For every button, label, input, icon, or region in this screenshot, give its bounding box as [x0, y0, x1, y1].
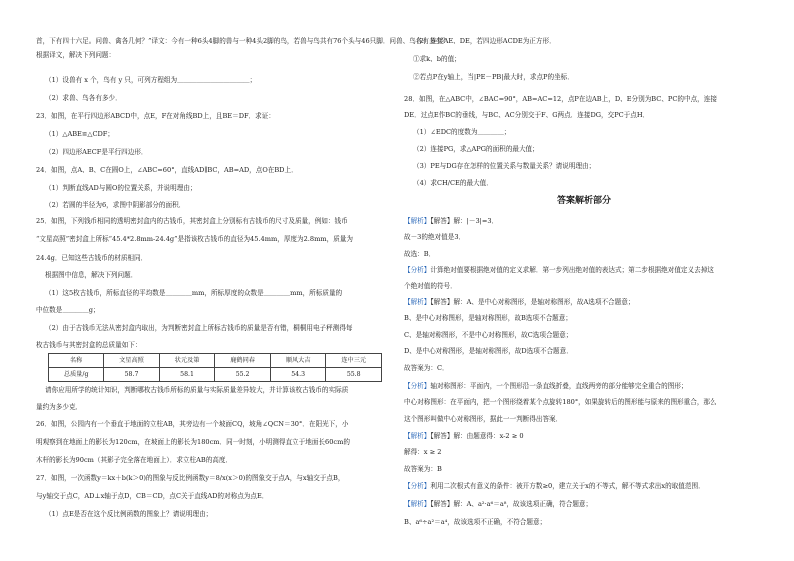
text-line: 请你应用所学的统计知识，判断哪枚古钱币所标的质量与实际质量差异较大，并计算该枚古钱币的实际质: [45, 386, 349, 394]
text-line: “文星高照”密封盒上所标“45.4*2.8mm-24.4g”是指该枚古钱币的直径为45.4mm，厚度为2.8mm，质量为: [36, 235, 353, 243]
answer-text: 【解答】解：A、a²·a⁶＝a⁸，故该选项正确，符合题意；: [430, 500, 593, 508]
answer-line: [404, 431, 764, 442]
table-cell: 鹿鹤同春: [215, 354, 271, 368]
answer-tag: 【解析】: [404, 298, 431, 306]
text-line: 木杆的影长为90cm（其影子完全落在地面上）．求立柱AB的高度．: [36, 456, 233, 464]
answer-section-title: 答案解析部分: [556, 196, 611, 206]
text-line: （1）这5枚古钱币，所标直径的平均数是＿＿＿＿mm，所标厚度的众数是＿＿＿＿mm，所标质量的: [45, 289, 343, 297]
text-line: （1）设兽有 x 个，鸟有 y 只，可列方程组为＿＿＿＿＿＿＿＿＿＿＿；: [45, 76, 257, 84]
answer-line: [404, 216, 764, 227]
text-line: 与y轴交于点C，AD⊥x轴于点D，CB＝CD，点C关于直线AD的对称点为点E．: [36, 492, 269, 500]
answer-line: [404, 281, 764, 292]
table-cell: 55.2: [215, 368, 271, 382]
answer-tag: 【分析】: [404, 482, 431, 490]
answer-line: [404, 265, 764, 276]
answer-line: [404, 381, 764, 392]
answer-text: 利用二次根式有意义的条件：被开方数≥0，建立关于x的不等式，解不等式求出x的取值范围．: [430, 482, 705, 490]
text-line: （2）若圆的半径为6，求图中阴影部分的面积．: [45, 201, 186, 209]
answer-line: [404, 249, 764, 260]
text-line: 根据译文，解决下列问题：: [36, 51, 116, 59]
text-line: （1）△ABE≌△CDF；: [45, 130, 114, 138]
table-cell: 58.7: [104, 368, 160, 382]
answer-text: B、是中心对称图形，是轴对称图形，故B选项不合题意；: [404, 314, 572, 322]
answer-text: 个绝对值的符号．: [404, 282, 457, 290]
text-line: （2）四边形AECF是平行四边形．: [45, 148, 148, 156]
text-line: （2）连接PG，求△APG的面积的最大值；: [413, 145, 539, 153]
answer-text: 中心对称图形：在平面内，把一个图形绕着某个点旋转180°，如果旋转后的图形能与原来的图形重合，那么: [404, 398, 717, 406]
answer-text: 【解答】解：A、是中心对称图形，是轴对称图形，故A选项不合题意；: [430, 298, 635, 306]
table-cell: 连中三元: [326, 354, 382, 368]
answer-text: C、是轴对称图形，不是中心对称图形，故C选项合题意；: [404, 331, 573, 339]
text-line: （4）求CH/CE的最大值．: [413, 179, 493, 187]
answer-tag: 【解析】: [404, 217, 431, 225]
answer-text: 故答案为：B: [404, 465, 442, 473]
text-line: （3）PE与DG存在怎样的位置关系与数量关系？请说明理由；: [413, 162, 596, 170]
answer-text: 故选：B．: [404, 250, 436, 258]
answer-line: [404, 330, 764, 341]
answer-line: [404, 363, 764, 374]
text-line: 中位数是＿＿＿＿g；: [36, 306, 100, 314]
text-line: （2）求兽、鸟各有多少．: [45, 94, 122, 102]
answer-text: 计算绝对值要根据绝对值的定义求解．第一步列出绝对值的表达式；第二步根据绝对值定义去掉这: [430, 266, 714, 274]
answer-text: 解得：x ≥ 2: [404, 448, 442, 456]
table-header-row: [49, 354, 382, 368]
answer-text: 这个图形叫做中心对称图形，据此一一判断得出答案．: [404, 415, 563, 423]
answer-line: [404, 517, 764, 528]
answer-text: 故答案为：C．: [404, 364, 449, 372]
answer-line: [404, 297, 764, 308]
text-line: 明观察到在地面上的影长为120cm，在坡面上的影长为180cm．同一时刻，小明测得直立于地面长60cm的: [36, 438, 350, 446]
text-line: 根据图中信息，解决下列问题．: [45, 271, 138, 279]
table-cell: 名称: [49, 354, 104, 368]
answer-tag: 【解析】: [404, 500, 431, 508]
question-28: 28．如图，在△ABC中，∠BAC=90°，AB=AC=12，点P在边AB上，D、E分别为BC、PC的中点，连接: [404, 95, 717, 103]
text-line: ①求k、b的值；: [413, 55, 461, 63]
answer-tag: 【解析】: [404, 432, 431, 440]
table-cell: 顺风大吉: [270, 354, 326, 368]
answer-tag: 【分析】: [404, 382, 431, 390]
text-line: （2）由于古钱币无法从密封盒内取出，为判断密封盒上所标古钱币的质量是否有错，桐桐用电子秤测得每: [45, 324, 353, 332]
text-line: ②若点P在y轴上，当|PE－PB|最大时，求点P的坐标．: [413, 73, 574, 81]
answer-text: 【解答】解：由题意得：x-2 ≥ 0: [430, 432, 524, 440]
table-cell: 58.1: [159, 368, 215, 382]
question-23: 23．如图，在平行四边形ABCD中，点E，F在对角线BD上，且BE＝DF．求证：: [36, 112, 275, 120]
text-line: （1）点E是否在这个反比例函数的图象上？请说明理由；: [45, 510, 213, 518]
answer-text: 故－3的绝对值是3．: [404, 233, 466, 241]
answer-line: [404, 313, 764, 324]
answer-line: [404, 464, 764, 475]
answer-text: D、是中心对称图形，是轴对称图形，故D选项不合题意．: [404, 347, 573, 355]
table-cell: 总质量/g: [49, 368, 104, 382]
answer-text: 轴对称图形：平面内，一个图形沿一条直线折叠，直线两旁的部分能够完全重合的图形；: [430, 382, 688, 390]
text-line: （2）连接AE、DE，若四边形ACDE为正方形．: [413, 37, 556, 45]
table-cell: 文星高照: [104, 354, 160, 368]
question-26: 26．如图，公园内有一个垂直于地面的立柱AB，其旁边有一个坡面CQ，坡角∠QCN＝30°．在阳光下，小: [36, 420, 349, 428]
answer-text: B、a⁶÷a²＝a⁴，故该选项不正确，不符合题意；: [404, 518, 547, 526]
answer-line: [404, 447, 764, 458]
question-25: 25．如图，下列钱币相同的透明密封盒内的古钱币，其密封盒上分别标有古钱币的尺寸及质量，例如：钱币: [36, 217, 348, 225]
text-line: （1）∠EDC的度数为＿＿＿＿；: [413, 128, 511, 136]
answer-tag: 【分析】: [404, 266, 431, 274]
table-row: [49, 368, 382, 382]
answer-text: 【解答】解：|－3|=3．: [430, 217, 499, 225]
text-line: 量约为多少克．: [36, 403, 83, 411]
answer-line: [404, 397, 764, 408]
question-24: 24．如图，点A、B、C在圆O上，∠ABC=60°，直线AD∥BC，AB=AD，点O在BD上．: [36, 166, 298, 174]
coin-mass-table: [48, 353, 382, 382]
table-cell: 55.8: [326, 368, 382, 382]
table-cell: 54.3: [270, 368, 326, 382]
answer-line: [404, 499, 764, 510]
text-line: DE．过点E作BC的垂线，与BC、AC分别交于F、G两点．连接DG，交PC于点H．: [404, 111, 650, 119]
text-line: 首，下有四十六足。问兽、禽各几何？”译文：今有一种6头4脚的兽与一种4头2脚的鸟，若兽与鸟共有76个头与46只脚．问兽、鸟各有多少？: [36, 37, 449, 45]
question-27: 27．如图，一次函数y＝kx＋b(k＞0)的图象与反比例函数y＝8/x(x＞0)的图象交于点A，与x轴交于点B，: [36, 474, 345, 482]
answer-line: [404, 346, 764, 357]
table-cell: 状元及第: [159, 354, 215, 368]
answer-line: [404, 481, 764, 492]
text-line: （1）判断直线AD与圆O的位置关系，并说明理由；: [45, 184, 197, 192]
answer-line: [404, 414, 764, 425]
text-line: 24.4g．已知这些古钱币的材质相同．: [36, 254, 148, 262]
text-line: 枚古钱币与其密封盒的总质量如下：: [36, 341, 142, 349]
answer-line: [404, 232, 764, 243]
